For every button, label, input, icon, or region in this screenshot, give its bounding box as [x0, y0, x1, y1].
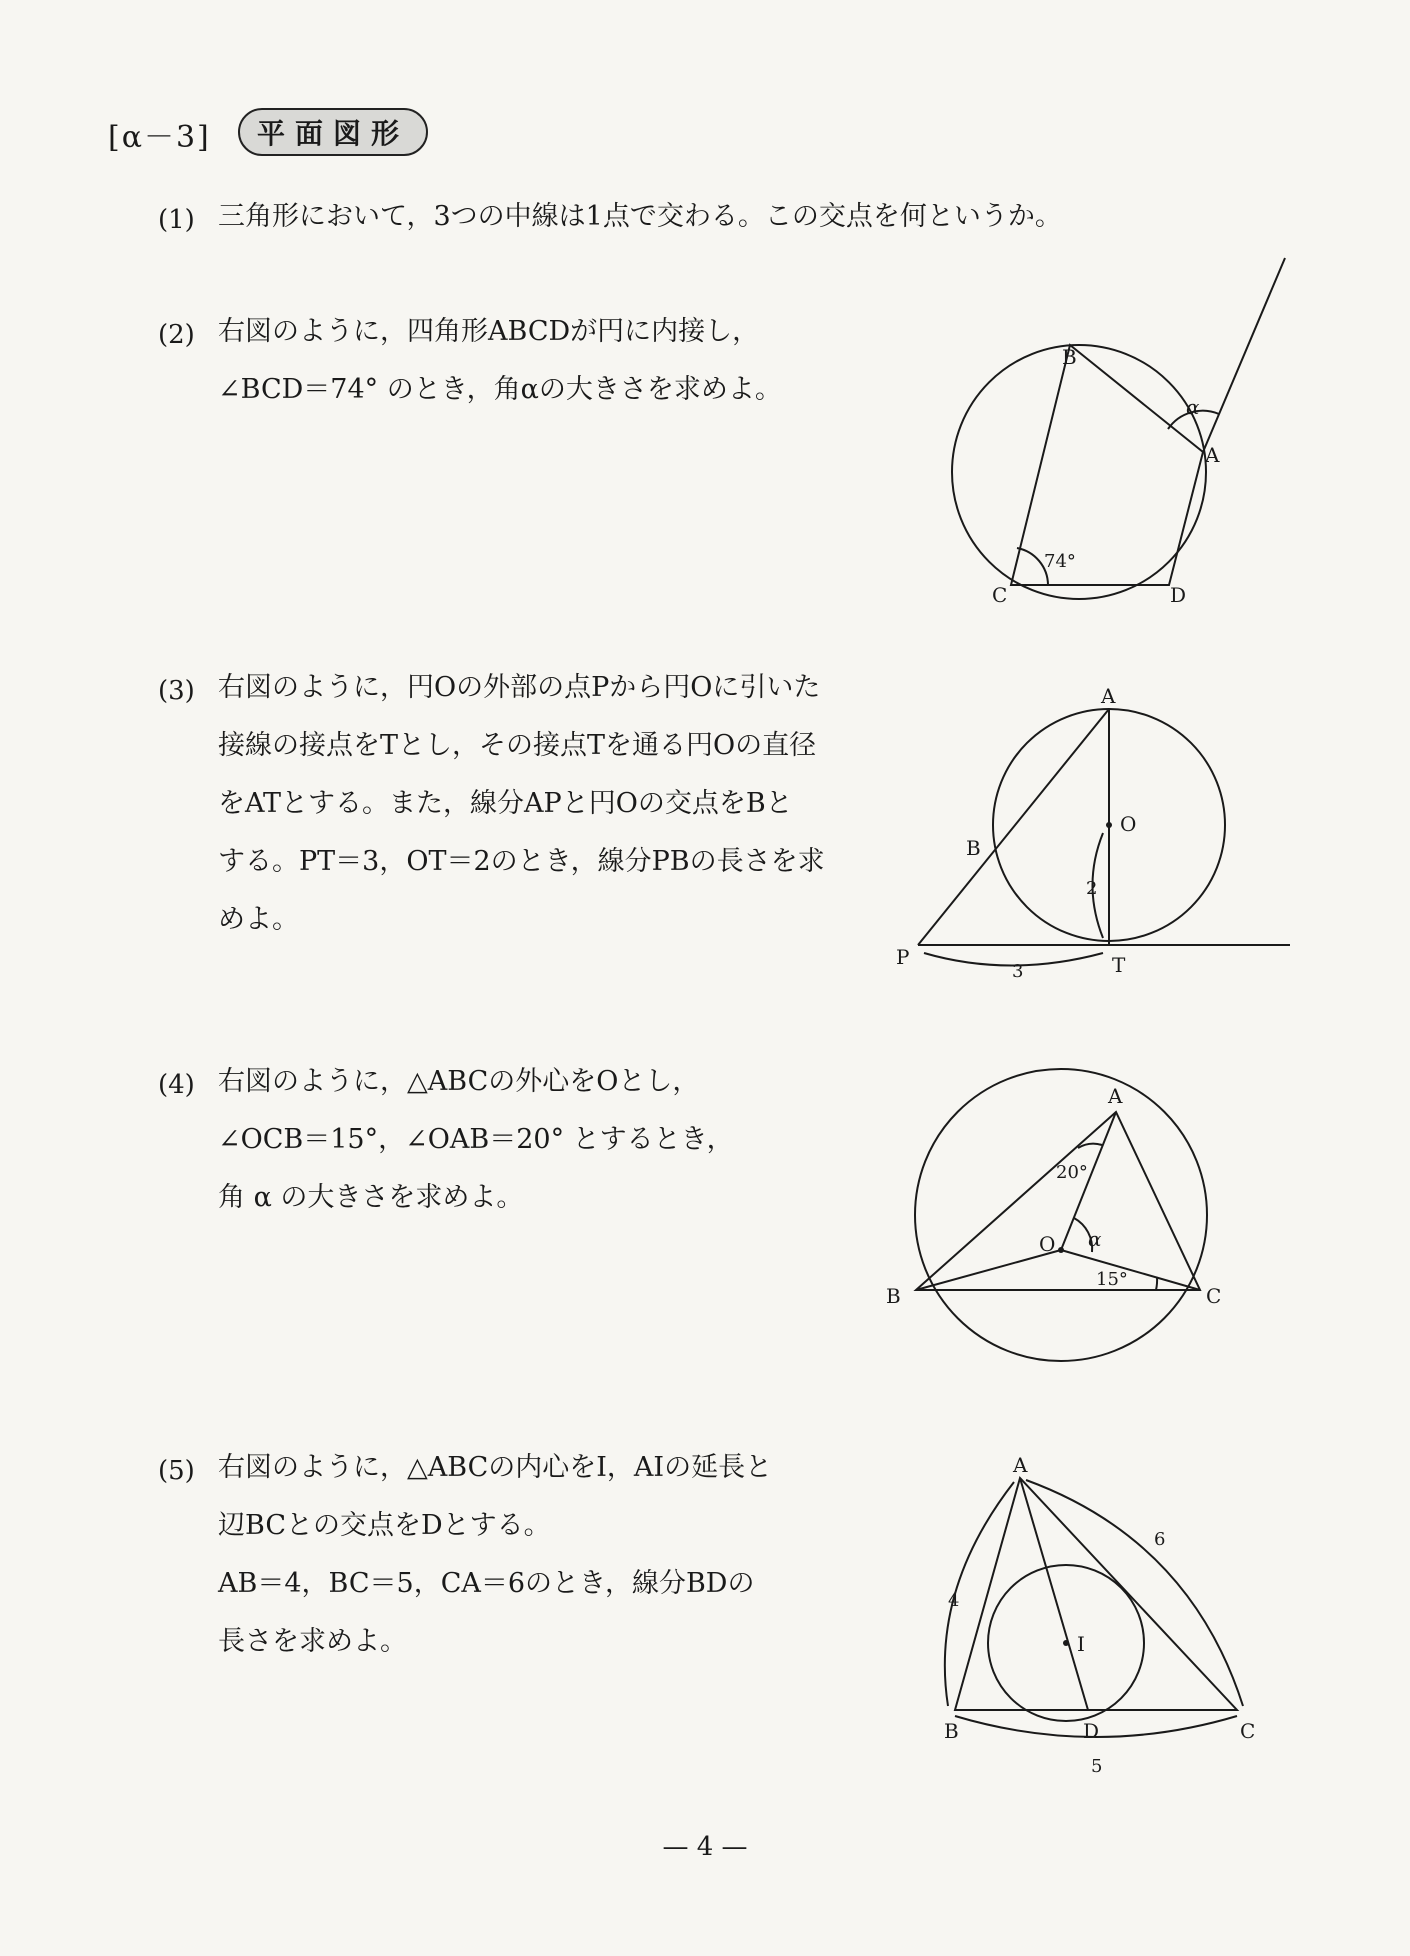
- figure-5-label-c: C: [1240, 1719, 1256, 1743]
- figure-3-label-t: T: [1112, 953, 1126, 977]
- question-2-line: ∠BCD＝74° のとき，角αの大きさを求めよ。: [218, 374, 782, 405]
- figure-4-15-arc: [1156, 1277, 1157, 1290]
- figure-5-bisector: [1020, 1478, 1088, 1710]
- figure-4-label-alpha: α: [1088, 1227, 1102, 1251]
- question-5-line: 右図のように，△ABCの内心をI，AIの延長と: [218, 1452, 773, 1483]
- question-3-line: する。PT＝3，OT＝2のとき，線分PBの長さを求: [218, 846, 825, 877]
- question-1-number: (1): [158, 205, 195, 235]
- figure-2-label-alpha: α: [1186, 395, 1200, 419]
- question-4-number: (4): [158, 1070, 195, 1100]
- figure-4-label-o: O: [1039, 1232, 1056, 1256]
- figure-2-label-b: B: [1062, 345, 1077, 369]
- figure-5-label-ca: 6: [1154, 1529, 1166, 1550]
- question-5-line: 辺BCとの交点をDとする。: [218, 1510, 551, 1541]
- figure-5-label-ab: 4: [948, 1590, 960, 1611]
- figure-4-label-20: 20°: [1056, 1162, 1088, 1183]
- figure-3-center-point: [1106, 822, 1112, 828]
- question-3-line: をATとする。また，線分APと円Oの交点をBと: [218, 788, 793, 819]
- figure-4-circle: [915, 1069, 1207, 1361]
- figure-5-label-a: A: [1013, 1453, 1028, 1477]
- figure-4-label-c: C: [1206, 1284, 1222, 1308]
- question-3-number: (3): [158, 676, 195, 706]
- figure-3-label-p: P: [896, 945, 910, 969]
- figure-3-label-ot: 2: [1086, 878, 1098, 899]
- question-3-line: めよ。: [218, 904, 299, 935]
- section-code: [α－3]: [108, 120, 211, 155]
- page-number: — 4 —: [662, 1832, 748, 1862]
- question-3-line: 接線の接点をTとし，その接点Tを通る円Oの直径: [218, 730, 817, 761]
- question-2-line: 右図のように，四角形ABCDが円に内接し，: [218, 316, 760, 347]
- section-topic-badge: 平面図形: [238, 108, 428, 156]
- figure-2-extension-line: [1203, 258, 1285, 452]
- figure-2-label-a: A: [1205, 443, 1220, 467]
- figure-2-label-c: C: [992, 583, 1008, 607]
- question-5-line: AB＝4，BC＝5，CA＝6のとき，線分BDの: [218, 1568, 755, 1599]
- figure-5-label-bc: 5: [1091, 1756, 1103, 1777]
- figure-5-label-d: D: [1083, 1719, 1100, 1743]
- figure-2-quadrilateral: [1011, 345, 1203, 585]
- question-2-number: (2): [158, 320, 195, 350]
- question-4-line: 右図のように，△ABCの外心をOとし，: [218, 1066, 700, 1097]
- figure-4-center-point: [1058, 1247, 1064, 1253]
- figure-5-label-b: B: [944, 1719, 959, 1743]
- figure-4-label-b: B: [886, 1284, 901, 1308]
- question-1-line: 三角形において，3つの中線は1点で交わる。この交点を何というか。: [218, 201, 1062, 232]
- figure-3-label-o: O: [1120, 812, 1137, 836]
- figure-5-label-i: I: [1077, 1632, 1085, 1656]
- figure-3-label-pt: 3: [1012, 961, 1024, 982]
- question-4-line: ∠OCB＝15°，∠OAB＝20° とするとき，: [218, 1124, 734, 1155]
- figure-5-incenter-point: [1063, 1640, 1069, 1646]
- question-5-line: 長さを求めよ。: [218, 1626, 407, 1657]
- figure-2-circle: [952, 345, 1206, 599]
- question-5-number: (5): [158, 1456, 195, 1486]
- figure-3-label-a: A: [1101, 684, 1116, 708]
- figure-4-circumcircle: [915, 1069, 1207, 1361]
- figure-3-label-b: B: [966, 836, 981, 860]
- figure-4-triangle: [916, 1112, 1200, 1290]
- figure-4-label-a: A: [1108, 1084, 1123, 1108]
- figure-3-secant-line: [918, 709, 1109, 945]
- question-4-line: 角 α の大きさを求めよ。: [218, 1182, 524, 1213]
- figure-4-20-arc: [1078, 1144, 1102, 1148]
- figure-4-oc-segment: [1061, 1250, 1200, 1290]
- question-3-line: 右図のように，円Oの外部の点Pから円Oに引いた: [218, 672, 821, 703]
- figure-2-cyclic-quadrilateral: [952, 258, 1285, 599]
- figure-5-ca-brace: [1026, 1480, 1243, 1706]
- figure-5-incircle: [945, 1478, 1243, 1737]
- figure-2-label-angle: 74°: [1044, 551, 1076, 572]
- figure-2-label-d: D: [1170, 583, 1187, 607]
- figure-4-label-15: 15°: [1096, 1269, 1128, 1290]
